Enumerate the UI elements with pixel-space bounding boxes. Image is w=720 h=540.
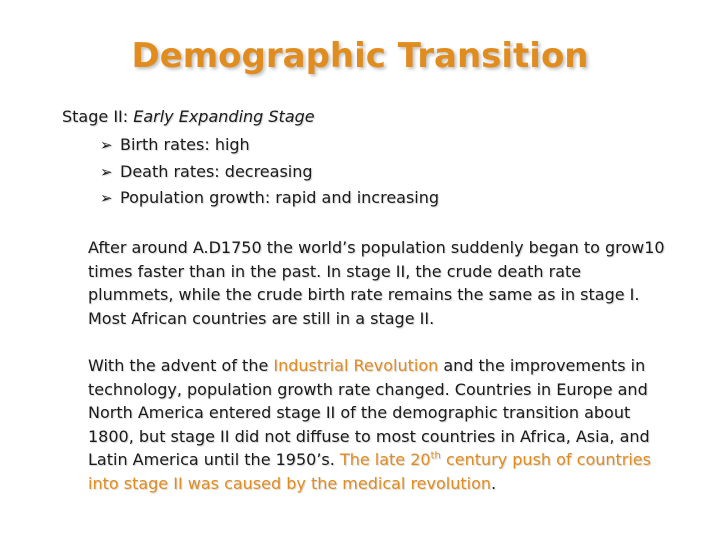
bullet-item — [100, 159, 439, 186]
paragraph-2-text: With the advent of the — [88, 356, 274, 375]
arrow-right-icon: ➢ — [100, 136, 113, 154]
bullet-item — [100, 132, 439, 159]
paragraph-2 — [88, 354, 668, 495]
paragraph-1: After around A.D1750 the world’s population suddenly began to grow10 times faster than in the past. In stage II, the crude death rate plummets, while the crude birth rate remains the same as in stage I. Most African countries are still in a stage II. — [88, 238, 665, 328]
superscript-th: th — [430, 450, 441, 462]
arrow-right-icon: ➢ — [100, 162, 113, 181]
paragraph-2-text: and the improvements in technology, population growth rate changed. Countries in Europe and North America entered stage II of the demographic transition about 1800, but stage II did not diffuse to most countries in Africa, Asia, and Latin America until the 1950’s. — [88, 356, 650, 469]
bullet-list — [100, 132, 439, 212]
bullet-text: Population growth: rapid and increasing — [120, 188, 440, 207]
bullet-text: Birth rates: high — [120, 135, 250, 154]
slide-title: Demographic Transition — [131, 36, 589, 76]
bullet-item — [100, 185, 439, 212]
arrow-right-icon: ➢ — [100, 189, 113, 207]
highlight-text: century push of countries into stage II was caused by the medical revolution — [88, 450, 651, 493]
stage-heading — [62, 106, 315, 127]
industrial-revolution-highlight: Industrial Revolution — [273, 356, 439, 375]
stage-name: Early Expanding Stage — [133, 107, 315, 126]
highlight-text: The late 20 — [339, 450, 431, 469]
stage-prefix: Stage II: — [62, 107, 134, 126]
paragraph-2-end: . — [491, 473, 497, 493]
bullet-text: Death rates: decreasing — [120, 161, 313, 181]
